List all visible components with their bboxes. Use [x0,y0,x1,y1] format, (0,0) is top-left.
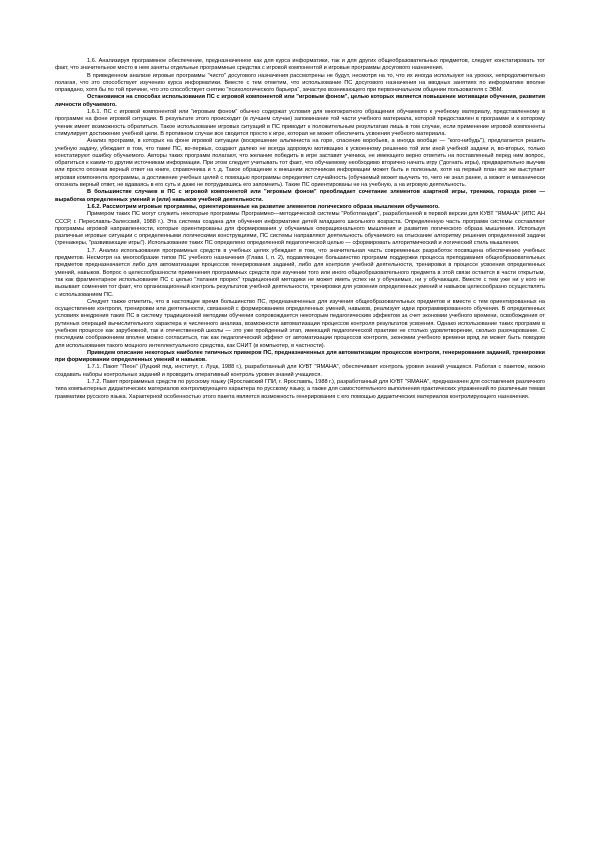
paragraph-1-7-1: 1.7.1. Пакет "Пеон" (Луцкий пед. институт, г. Луцк, 1988 г.), разработанный для КУВТ "ЯМАНА", обеспечивает контроль уровня знаний учащихся. Работая с пакетом, можно создавать наборы контрольных заданий и проводить оперативный контроль уровня знаний учащихся. [55,364,545,378]
paragraph-note: Следует также отметить, что в настоящее время большинство ПС, предназначенных для изучения общеобразовательных предметов и вместе с тем ориентированных на осуществление контроля, тренировки или деятельности, связанной с формированием определенных умений, навыков, реализует идеи программированного обучения. В определенных условиях внедрения таких ПС в систему традиционной методики обучения сопровождается некоторым педагогическим эффектом за счет экономии учебного времени, освобождения от рутинных операций вычислительного характера и численного анализа, возможности автоматизации процессов контроля результатов усвоения. Однако использование таких программ в учебном процессе как зарубежной, так и отечественной школы — это уже пройденный этап, имеющий педагогической практике не столько удовлетворение, сколько разочарование. С последним соображением вполне можно согласиться, так как педагогический эффект от автоматизации процессов контроля, экономии учебного времени вряд ли может быть поводом для использования такого мощного интеллектуального средства, как СНИТ (в компьютер, в частности). [55,298,545,349]
paragraph-analysis: Анализ программ, в которых на фоне игровой ситуации (воскрешение альпиниста на горе, спасение воробьев, а иногда вообще — "кого-нибудь"), предлагается решить учебную задачу, убеждает в том, что такие ПС, во-первых, создают далеко не всегда здоровую мотивацию к усвоенному решению той или иной учебной задачи и, во-вторых, только констатируют ошибку обучаемого. Авторы таких программ полагают, что желание победить в игре заставит ученика, не имеющего верно ответить на поставленный перед ним вопрос, обратиться к каким-то другим источникам информации. При этом следует учитывать тот факт, что обучаемому необходимо вторично начать игру ("догнать игры), предварительно выучив или просто опознав верный ответ на книге, справочника и т. д. Такое обращение к внешним источникам информации может быть и полезным, хотя на первый план все же выступает игровая компонента программы, а достижение учебных целей с помощью программы определяет случайность (обучаемый может выучить то, чего не знал ранее, а может и механически опознать верный ответ, не вдаваясь в его суть и даже не потрудившись его запомнить). Такие ПС ориентированы не на учебную, а на игровую деятельность. [55,138,545,189]
paragraph-methods-bold: Остановимся на способах использования ПС с игровой компонентой или "игровым фоном", целью которых является повышение мотивации обучения, развития личности обучаемого. [55,94,545,108]
paragraph-game-programs: В приведенном анализе игровые программы "чисто" досугового назначения рассмотрены не будут, несмотря на то, что их иногда используют на уроках, непродолжительно полагая, что это способствует изучению курса информатики. Вместе с тем отметим, что использование ПС досугового назначения на вводных занятиях по информатике вполне оправдано, хотя бы по той причине, что это способствует снятию "психологического барьера", зачастую возникающего при первоначальном общении пользователя с ЭВМ. [55,72,545,94]
paragraph-1-7-2: 1.7.2. Пакет программных средств по русскому языку (Ярославский ГПИ, г. Ярославль, 1988 г.), разработанный для КУВТ "ЯМАНА", предназначен для составления различного типа компьютерных дидактических материалов контролирующего характера по русскому языку, а также для самостоятельного выполнения практических упражнений по различным темам грамматики русского языка. Характерной особенностью этого пакета является возможность генерирования с его помощью дидактических материалов контролирующего назначения. [55,379,545,400]
paragraph-1-7: 1.7. Анализ использования программных средств в учебных целях убеждает в том, что значительная часть современных разработок посвящена обеспечению учебных предметов. Несмотря на многообразие типов ПС учебного назначения (Глава I, п. 2), подавляющее большинство программ поддержки процесса преподавания общеобразовательных предметов предназначается либо для автоматизации процессов генерирования заданий, либо для контроля учебной деятельности, тренировки в процессе усвоения определенных умений, навыков. Вопрос о целесообразности применения программных средств при изучении того или иного общеобразовательного предмета в этой связи остается в части открытым, так как фрагментарное использование ПС с целью "латания прорех" традиционной методики не может иметь успех ни у обучаемых, ни у обучающих. Вместе с тем уже ни у кого не вызывает сомнения тот факт, что организационный контроль результатов учебной деятельности, тренировки для усвоения определенных умений и навыков целесообразно осуществлять с использованием ПС. [55,247,545,298]
paragraph-1-6: 1.6. Анализируя программное обеспечение, предназначенное как для курса информатики, так и для других общеобразовательных предметов, следует констатировать тот факт, что значительное место в нем заняты отдельные программные средства с игровой компонентой и игровые программы досугового назначения. [55,58,545,72]
paragraph-majority-bold: В большинстве случаев в ПС с игровой компонентой или "игровым фоном" преобладает сочетание элементов азартной игры, тренажа, горазда реже — выработка определенных умений и (или) навыков учебной деятельности. [55,189,545,203]
paragraph-examples-bold: Приведем описание некоторых наиболее типичных примеров ПС, предназначенных для автоматизации процессов контроля, генерирования заданий, тренировки при формировании определенных умений и навыков. [55,349,545,364]
paragraph-1-6-1: 1.6.1. ПС с игровой компонентой или "игровым фоном" обычно содержат условия для многократного обращения обучаемого к учебному материалу, представленному в программе на фоне игровой ситуации. В результате этого происходит (в лучшем случае) запоминание той части учебного материала, которой предоставлен в программе и к которому ученик имеет возможность обратиться. Такое использование игровых ситуаций в ПС приводит к положительным результатам лишь в том случае, если применение игровой компоненты стимулирует достижение учебной цели. В противном случае все сводится просто к игре, которая не может обеспечить усвоения учебного материала. [55,109,545,137]
paragraph-1-6-2: 1.6.2. Рассмотрим игровые программы, ориентированные на развитие элементов логического образа мышления обучаемого. [87,203,440,210]
paragraph-robotland: Примером таких ПС могут служить некоторые программы Программно—методической системы "Роботландия", разработанной в первой версии для КУВТ "ЯМАНА" (ИПС АН СССР, г. Переславль-Залесский, 1988 г.). Эта система создана для обучения информатике детей младшего школьного возраста. Определенную часть программ системы составляют программы игровой направленности, которые ориентированы для формирования у обучаемых операционального мышления и развития логического образа мышления. Используя различные игровые ситуации с определенными логическими конструкциями, ПС системы направляют деятельность обучаемого на отыскание алгоритму решения определенной задачи (тренажеры, "развивающие игры"). Использование таких ПС определено определенной педагогической целью — сформировать алгоритмический и логический стиль мышления. [55,211,545,247]
